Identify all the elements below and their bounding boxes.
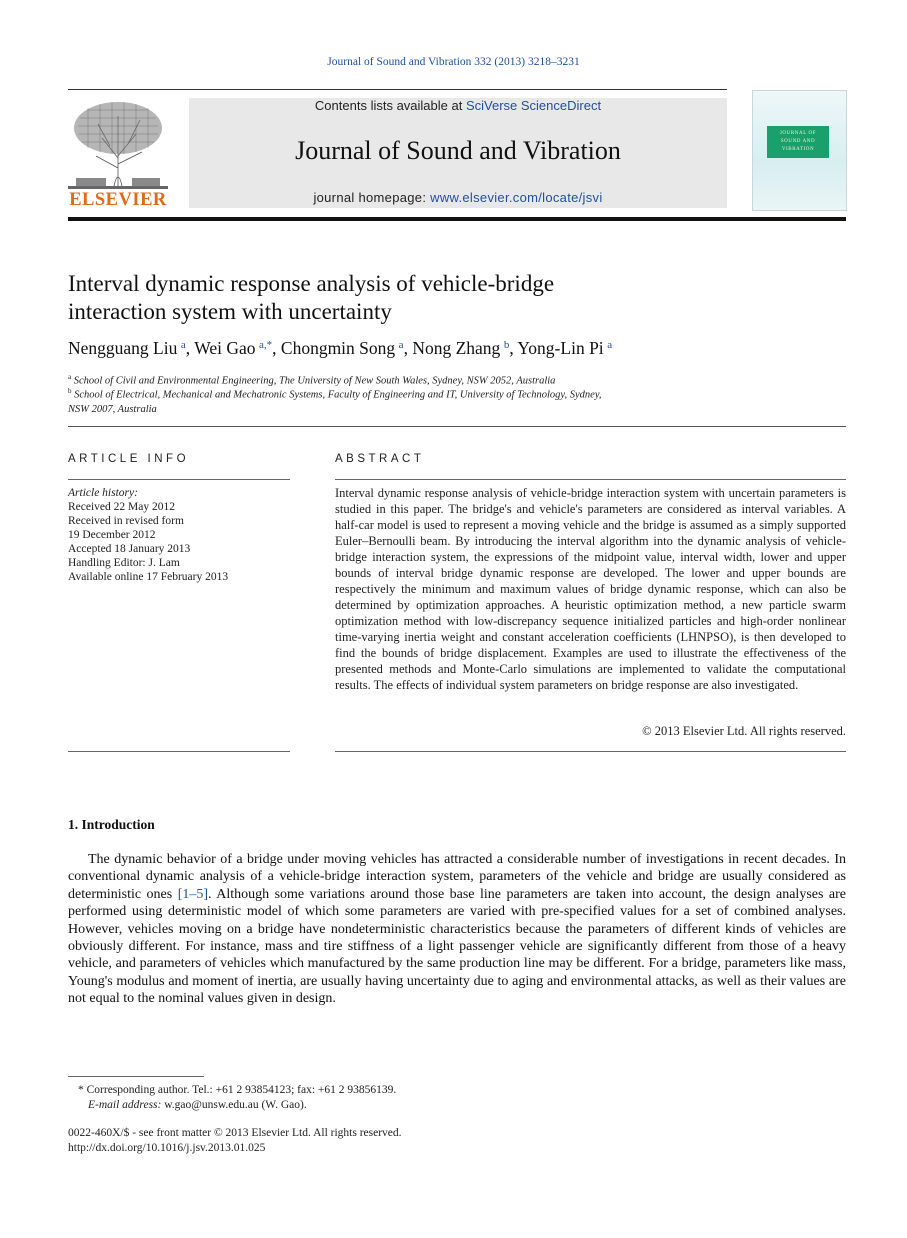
affiliation-text: School of Electrical, Mechanical and Mechatronic Systems, Faculty of Engineering and IT, University of Technology, Sydney, [74,389,602,401]
doi-link[interactable]: http://dx.doi.org/10.1016/j.jsv.2013.01.025 [68,1142,266,1154]
sciencedirect-link[interactable]: SciVerse ScienceDirect [465,98,602,113]
abstract-copyright: © 2013 Elsevier Ltd. All rights reserved. [642,724,846,738]
article-title [68,270,768,326]
intro-text-part: The dynamic behavior of a bridge under moving vehicles has attracted a considerable number of investigations in recent decades. In conventional dynamic analysis of a vehicle-bridge interaction system, parameters of the vehicle and bridge are usually considered as deterministic ones [68,852,846,902]
elsevier-wordmark: ELSEVIER [69,190,167,210]
author-separator: , [403,338,413,358]
citation-link[interactable]: [1–5] [177,886,209,902]
history-item: Received in revised form [68,515,184,527]
affiliation-rule [68,426,846,427]
article-info-rule-bottom [68,751,290,752]
footnote-rule [68,1076,204,1077]
contents-prefix: Contents lists available at [314,98,466,113]
section-heading-introduction: 1. Introduction [68,817,155,832]
author-name: Nengguang Liu [68,338,178,358]
affiliation-marker: b [68,387,72,395]
author-name: Nong Zhang [412,338,501,358]
author-name: Yong-Lin Pi [517,338,604,358]
abstract-rule [335,479,846,480]
contents-line [189,98,727,113]
author-affiliation-marker[interactable]: a [180,339,186,351]
cover-line: JOURNAL OF [779,131,817,136]
author-affiliation-marker[interactable]: b [503,339,510,351]
header-thick-rule [68,217,846,221]
issn-line: 0022-460X/$ - see front matter © 2013 Elsevier Ltd. All rights reserved. [68,1127,402,1139]
homepage-link[interactable]: www.elsevier.com/locate/jsvi [430,190,603,205]
author-affiliation-marker[interactable]: a [398,339,404,351]
author-name: Wei Gao [194,338,256,358]
journal-citation[interactable]: Journal of Sound and Vibration 332 (2013) 3218–3231 [327,56,580,68]
journal-cover-title-block [767,126,829,158]
title-line: interaction system with uncertainty [68,299,392,324]
title-line: Interval dynamic response analysis of vehicle-bridge [68,271,555,296]
affiliation-b [68,384,602,417]
intro-paragraph [68,851,846,1008]
email-address[interactable]: w.gao@unsw.edu.au (W. Gao). [161,1099,307,1111]
author-separator: , [509,338,518,358]
history-item: Available online 17 February 2013 [68,571,229,583]
email-label: E-mail address: [88,1099,162,1111]
cover-line: VIBRATION [781,147,815,152]
intro-text-part: . Although some variations around those base line parameters are taken into account, the design analyses are performed using deterministic model of which some parameters are varied with pre-specified values for a set of combined analyses. However, vehicles moving on a bridge have nondeterministic characteristics because the parameters of different kinds of vehicles are obviously different. For instance, mass and tire stiffness of a light passenger vehicle are significantly different from those of a heavy vehicle, and parameters of vehicles which manufactured by the same production line may be different. For a bridge, parameters like mass, Young's modulus and moment of inertia, are usually having uncertainty due to aging and environmental attacks, as well as their values are not equal to the nominal values given in design. [68,886,846,1007]
author-affiliation-marker[interactable]: a,* [259,339,273,351]
abstract-rule-bottom [335,751,846,752]
author-affiliation-marker[interactable]: a [607,339,613,351]
history-item: Accepted 18 January 2013 [68,543,191,555]
author-separator: , [185,338,195,358]
history-item: Received 22 May 2012 [68,501,175,513]
abstract-heading: ABSTRACT [335,453,425,465]
affiliation-marker: a [68,373,72,381]
affiliation-text: NSW 2007, Australia [68,403,157,415]
journal-homepage-line [189,190,727,205]
history-item: 19 December 2012 [68,529,156,541]
article-info-rule [68,479,290,480]
abstract-body: Interval dynamic response analysis of vehicle-bridge interaction system with uncertain parameters is studied in this paper. The bridge's and vehicle's parameters are considered as interval variables. A half-car model is used to represent a moving vehicle and the bridge is assumed as a simply supported Euler–Bernoulli beam. By introducing the interval algorithm into the dynamic analysis of vehicle-bridge interaction system, the expressions of the midpoint value, interval width, lower and upper bounds of interval bridge dynamic response are developed. The lower and upper bounds are respectively the minimum and maximum values of bridge dynamic response, which can also be determined by optimization approaches. A heuristic optimization method, a new particle swarm optimization method with low-discrepancy sequence initialized particles and high-order nonlinear time-varying inertia weight and constant acceleration coefficients (LHNPSO), is then developed to find the bounds of bridge displacement. Examples are used to illustrate the effectiveness of the presented methods and Monte-Carlo simulations are implemented to validate the computational results. The effects of individual system parameters on bridge response are also investigated. [335,486,846,692]
author-separator: , [272,338,281,358]
history-item: Handling Editor: J. Lam [68,557,180,569]
header-rule [68,89,727,90]
affiliation-text: School of Civil and Environmental Engineering, The University of New South Wales, Sydney, NSW 2052, Australia [73,375,556,387]
journal-name: Journal of Sound and Vibration [295,136,621,165]
article-history [68,486,290,584]
article-info-heading: ARTICLE INFO [68,453,190,465]
corresponding-author-note: * Corresponding author. Tel.: +61 2 93854123; fax: +61 2 93856139. [78,1084,397,1096]
cover-line: SOUND AND [780,139,816,144]
author-list [68,338,848,359]
history-label: Article history: [68,487,138,499]
email-note [88,1098,307,1113]
author-name: Chongmin Song [280,338,396,358]
homepage-prefix: journal homepage: [313,190,431,205]
